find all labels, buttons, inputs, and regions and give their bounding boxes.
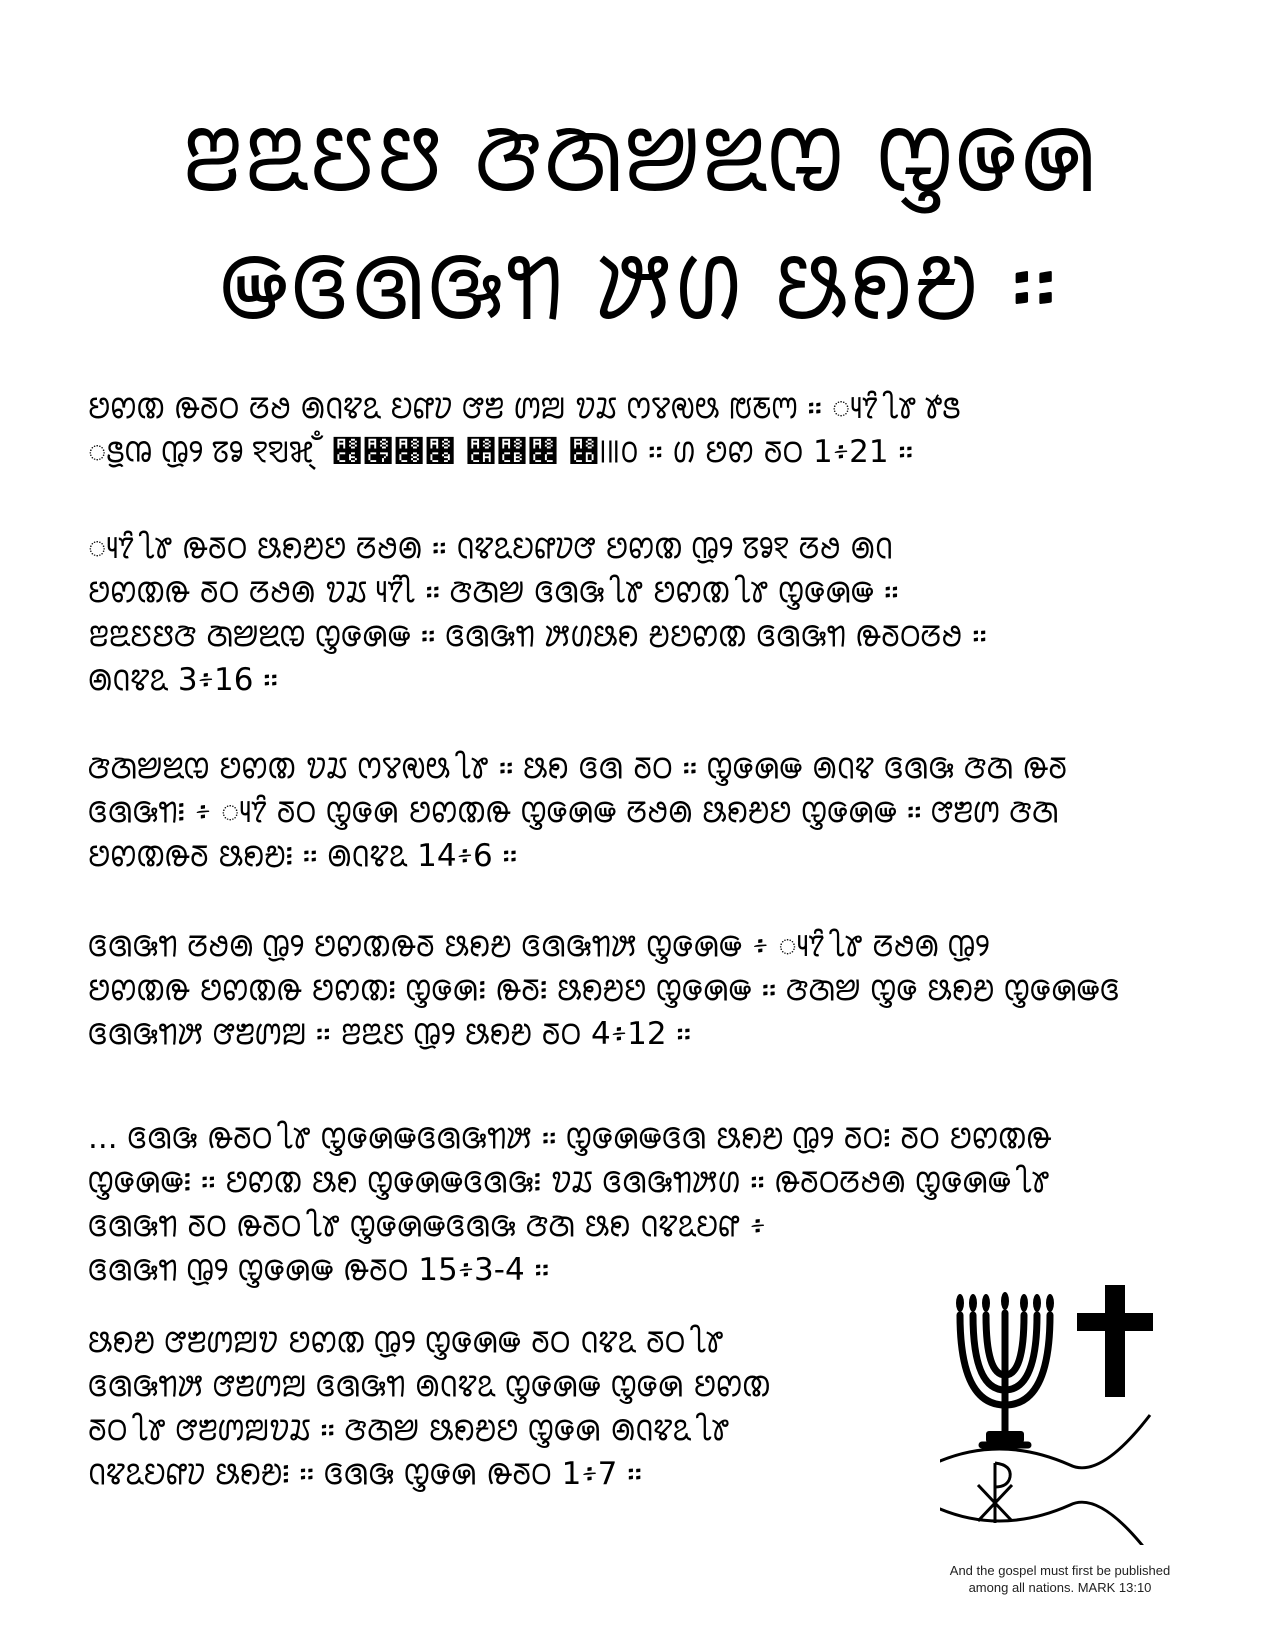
verse-line: ꢡꢢꢣꢤꢥꢦ ꢕꢖꢗ፧ ፡፡ ꢏꢐꢑ ꢋꢌꢍ ꢛꢜꢝ 1፥7 ፡፡ (88, 1456, 642, 1492)
verse-block-5 (88, 1116, 1198, 1292)
verse-line: ꢜꢝ ꢷꢸ ꢧꢨꢩꢪꢫꢬ ። ꢆꢇꢈ ꢕꢖꢗꢘ ꢋꢌꢍ ꢠꢡꢢꢣ ꢷꢸ (88, 1412, 730, 1448)
verse-block-6 (88, 1320, 848, 1496)
verse-line: ꢕꢖꢗ ꢧꢨꢩꢪꢫ ꢘꢙꢚ ꢽꢾ ꢋꢌꢍꢎ ꢜꢝ ꢡꢢꢣ ꢜꢝ ꢷꢸ (88, 1324, 724, 1360)
verse-line: ꢏꢐꢑꢒꢓ ꢧꢨꢩꢪ ፡፡ ꢂꢃꢄ ꢽꢾ ꢕꢖꢗ ꢜꢝ 4፥12 ፡፡ (88, 1016, 692, 1052)
verse-line: ꢂꢃꢄꢅꢆ ꢇꢈꢉꢊ ꢋꢌꢍꢎ ። ꢏꢐꢑꢒ ꢓꢔꢕꢖ ꢗꢘꢙꢚ ꢏꢐꢑꢒ ꢛꢜꢝꢞꢟ ፡፡ (88, 618, 987, 654)
verse-line: ꢴꢵꢶ ꢷꢸ ꢛꢜꢝ ꢕꢖꢗꢘ ꢞꢟꢠ ። ꢡꢢꢣꢤꢥꢦꢧ ꢘꢙꢚ ꢽꢾ ꢿꣀꣁ ꢞꢟ ꢠꢡ (88, 530, 893, 566)
verse-line: ꢆꢇꢈꢉꢊ ꢘꢙꢚ ꢫꢬ ꢭꢮꢯꢰ ꢷꢸ ። ꢕꢖ ꢏꢐ ꢜꢝ ። ꢋꢌꢍꢎ ꢠꢡꢢ ꢏꢐꢑ ꢆꢇ ꢛꢜ (88, 750, 1068, 786)
verse-line: ... ꢏꢐꢑ ꢛꢜꢝ ꢷꢸ ꢋꢌꢍꢎꢏꢐꢑꢒꢓ ። ꢋꢌꢍꢎꢏꢐ ꢕꢖꢗ ꢽꢾ ꢜꢝ፧ ꢜꢝ ꢘꢙꢚꢛ (88, 1120, 1052, 1156)
verse-line: ꢏꢐꢑꢒ ꢞꢟꢠ ꢽꢾ ꢘꢙꢚꢛꢜ ꢕꢖꢗ ꢏꢐꢑꢒꢓ ꢋꢌꢍꢎ ፥ ꢴꢵꢶ ꢷꢸ ꢞꢟꢠ ꢽꢾ (88, 928, 990, 964)
caption-line-2: among all nations. MARK 13:10 (968, 1580, 1152, 1595)
ichthys-chi-rho-icon (940, 1415, 1150, 1545)
verse-line: ꢠꢡꢢꢣ 3፥16 ፡፡ (88, 662, 278, 698)
verse-line: ꢏꢐꢑꢒꢓ ꢧꢨꢩꢪ ꢏꢐꢑꢒ ꢠꢡꢢꢣ ꢋꢌꢍꢎ ꢋꢌꢍ ꢘꢙꢚ (88, 1368, 771, 1404)
verse-line: ꢏꢐꢑꢒ፧ ፥ ꢴꢵꢶ ꢜꢝ ꢋꢌꢍ ꢘꢙꢚꢛ ꢋꢌꢍꢎ ꢞꢟꢠ ꢕꢖꢗꢘ ꢋꢌꢍꢎ ። ꢧꢨꢩ ꢆꢇ (88, 794, 1059, 830)
verse-block-2 (88, 526, 1198, 702)
verse-line: ꢘꢙꢚꢛ ꢘꢙꢚꢛ ꢘꢙꢚ፧ ꢋꢌꢍ፧ ꢛꢜ፧ ꢕꢖꢗꢘ ꢋꢌꢍꢎ ። ꢆꢇꢈ ꢋꢌ ꢕꢖꢗ ꢋꢌꢍꢎꢏ (88, 972, 1120, 1008)
verse-block-4 (88, 924, 1198, 1056)
faith-symbols (940, 1285, 1180, 1545)
caption (900, 1562, 1220, 1596)
title-line-2: ꢎꢏꢐꢑꢒ ꢓꢔ ꢕꢖꢗ ፡፡ (221, 233, 1059, 340)
faith-symbols-svg (940, 1285, 1180, 1545)
verse-block-3 (88, 746, 1198, 878)
verse-line: ꢋꢌꢍꢎ፧ ፡፡ ꢘꢙꢚ ꢕꢖ ꢋꢌꢍꢎꢏꢐꢑ፧ ꢫꢬ ꢏꢐꢑꢒꢓꢔ ። ꢛꢜꢝꢞꢟꢠ ꢋꢌꢍꢎ ꢷꢸ (88, 1164, 1050, 1200)
verse-line: ꢘꢙꢚꢛ ꢜꢝ ꢞꢟꢠ ꢫꢬ ꢴꢵꢶꢷ ። ꢆꢇꢈ ꢏꢐꢑ ꢷꢸ ꢘꢙꢚ ꢷꢸ ꢋꢌꢍꢎ ። (88, 574, 899, 610)
verse-block-1 (88, 386, 1198, 474)
verse-line: ꢏꢐꢑꢒ ꢜꢝ ꢛꢜꢝ ꢷꢸ ꢋꢌꢍꢎꢏꢐꢑ ꢆꢇ ꢕꢖ ꢡꢢꢣꢤꢥ ፥ (88, 1208, 766, 1244)
verse-line: ꢻꢼ ꢽꢾ ꢿꣀ ꣁꣂꣃ ꣄ꣅ ꣆꣇꣈꣉ ꣊꣋꣌ ꣍꣎꣏꣐ ፡፡ ꢔ ꢘꢙ ꢜꢝ 1፥21 ፡፡ (88, 434, 914, 470)
verse-line: ꢘꢙꢚ ꢛꢜꢝ ꢞꢟ ꢠꢡꢢꢣ ꢤꢥꢦ ꢧꢨ ꢩꢪ ꢫꢬ ꢭꢮꢯꢰ ꢱꢲꢳ ። ꢴꢵꢶ ꢷꢸ ꢹꢺ (88, 390, 961, 426)
title-line-1: ꢂꢃꢄꢅ ꢆꢇꢈꢉꢊ ꢋꢌꢍ (180, 105, 1100, 212)
page-title (100, 95, 1180, 351)
verse-line: ꢏꢐꢑꢒ ꢽꢾ ꢋꢌꢍꢎ ꢛꢜꢝ 15፥3-4 ፡፡ (88, 1252, 550, 1288)
menorah-icon (956, 1292, 1054, 1445)
caption-line-1: And the gospel must first be published (949, 1563, 1171, 1578)
cross-icon (1077, 1285, 1153, 1397)
verse-line: ꢘꢙꢚꢛꢜ ꢕꢖꢗ፧ ፡፡ ꢠꢡꢢꢣ 14፥6 ፡፡ (88, 838, 518, 874)
